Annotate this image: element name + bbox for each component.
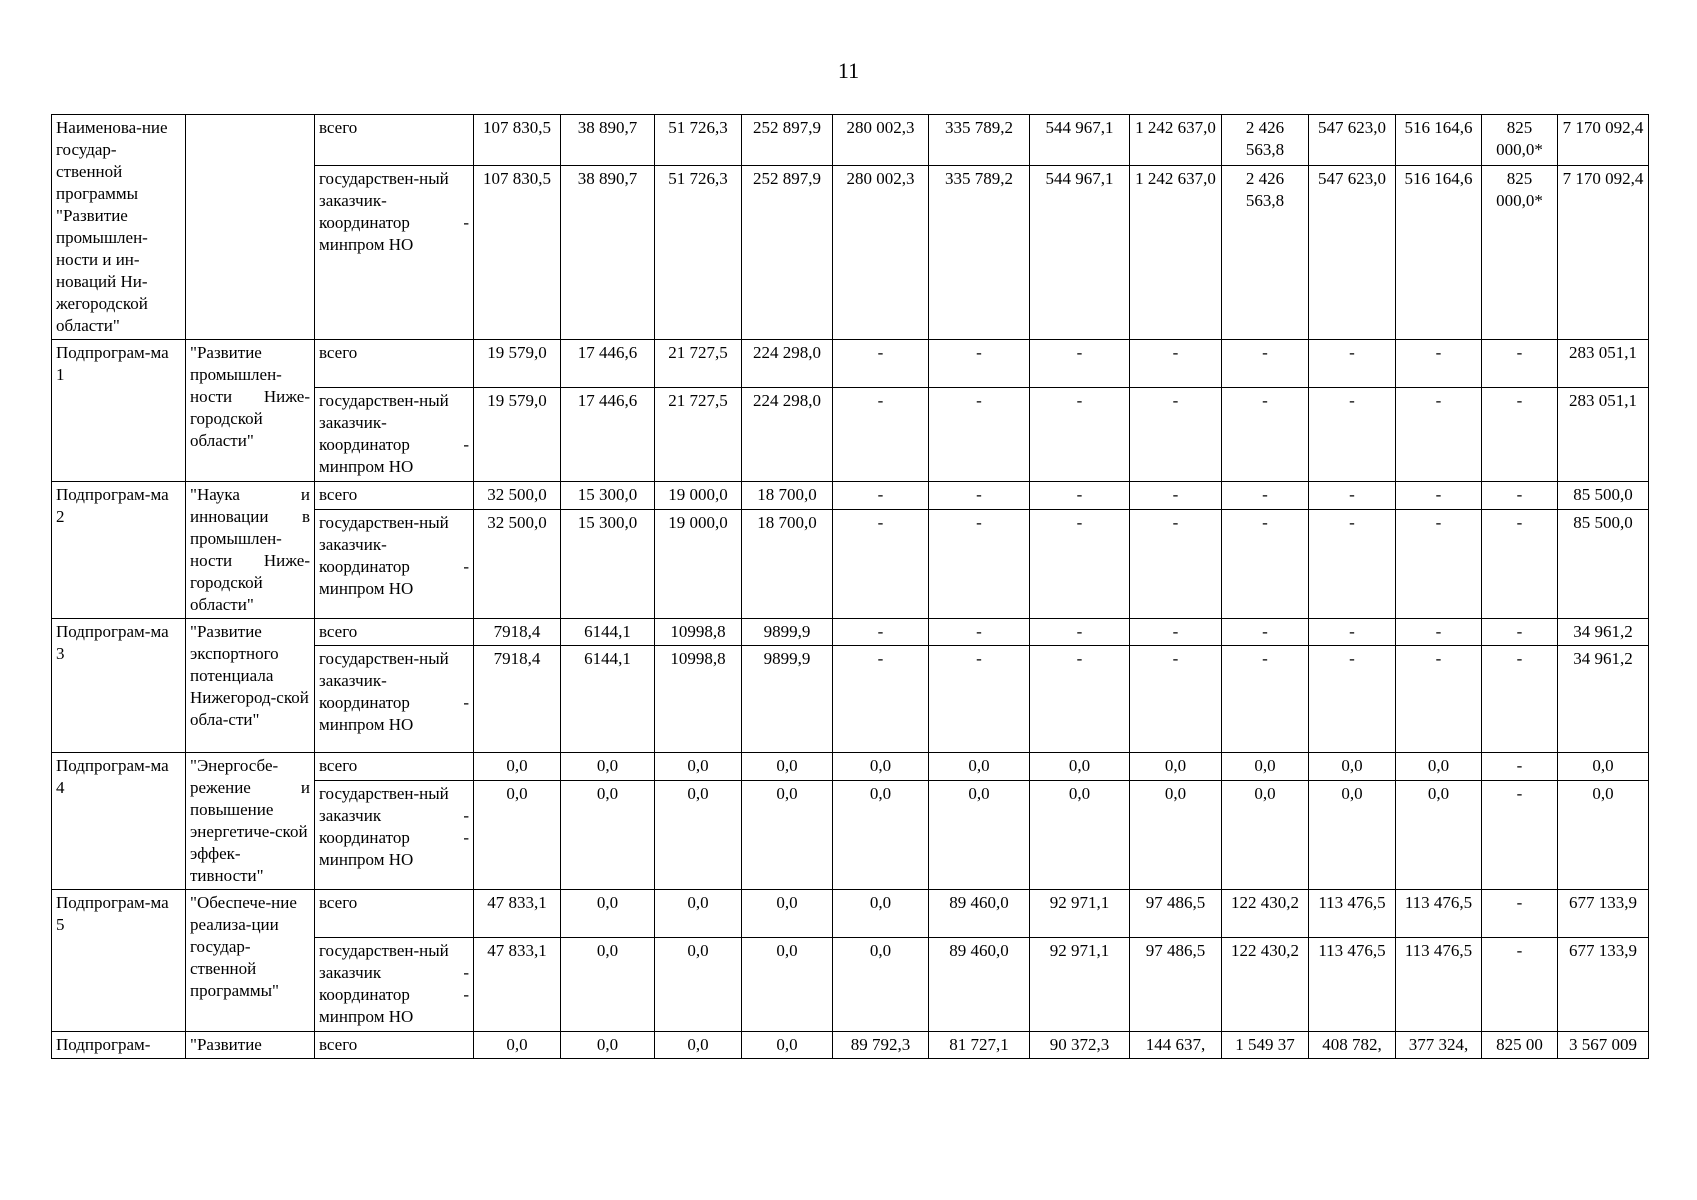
program-name-cell: Подпрограм-ма 2 bbox=[52, 482, 186, 619]
subprogram-title-cell bbox=[186, 115, 315, 340]
funding-source-cell: всего bbox=[315, 890, 474, 938]
value-cell: - bbox=[1309, 509, 1396, 618]
value-cell: 6144,1 bbox=[561, 619, 655, 646]
value-cell: 0,0 bbox=[655, 780, 742, 889]
value-cell: 97 486,5 bbox=[1130, 890, 1222, 938]
value-cell: - bbox=[1222, 388, 1309, 482]
value-cell: - bbox=[929, 509, 1030, 618]
value-cell: 32 500,0 bbox=[474, 482, 561, 510]
value-cell: 144 637, bbox=[1130, 1032, 1222, 1059]
value-cell: - bbox=[929, 619, 1030, 646]
value-cell: 10998,8 bbox=[655, 646, 742, 753]
value-cell: - bbox=[1222, 509, 1309, 618]
value-cell: 19 000,0 bbox=[655, 482, 742, 510]
value-cell: 47 833,1 bbox=[474, 938, 561, 1032]
table-body bbox=[52, 115, 1649, 1059]
value-cell: 6144,1 bbox=[561, 646, 655, 753]
value-cell: 0,0 bbox=[833, 938, 929, 1032]
value-cell: 34 961,2 bbox=[1558, 619, 1649, 646]
value-cell: - bbox=[833, 340, 929, 388]
value-cell: 0,0 bbox=[1309, 753, 1396, 781]
subprogram-title-cell: "Обеспече-ние реализа-ции государ-ственной программы" bbox=[186, 890, 315, 1032]
value-cell: 280 002,3 bbox=[833, 115, 929, 166]
value-cell: 825 000,0* bbox=[1482, 115, 1558, 166]
table-row bbox=[52, 753, 1649, 781]
value-cell: 283 051,1 bbox=[1558, 340, 1649, 388]
value-cell: 0,0 bbox=[742, 938, 833, 1032]
value-cell: 107 830,5 bbox=[474, 165, 561, 339]
value-cell: 85 500,0 bbox=[1558, 482, 1649, 510]
value-cell: 113 476,5 bbox=[1309, 890, 1396, 938]
value-cell: 825 000,0* bbox=[1482, 165, 1558, 339]
value-cell: - bbox=[1309, 646, 1396, 753]
value-cell: 34 961,2 bbox=[1558, 646, 1649, 753]
value-cell: 224 298,0 bbox=[742, 388, 833, 482]
value-cell: 0,0 bbox=[833, 753, 929, 781]
value-cell: - bbox=[1396, 482, 1482, 510]
value-cell: 0,0 bbox=[561, 780, 655, 889]
funding-source-cell: государствен-ный заказчик - координатор - минпром НО bbox=[315, 938, 474, 1032]
value-cell: - bbox=[1482, 340, 1558, 388]
funding-source-cell: государствен-ный заказчик-координатор - минпром НО bbox=[315, 509, 474, 618]
value-cell: 113 476,5 bbox=[1309, 938, 1396, 1032]
value-cell: - bbox=[1396, 388, 1482, 482]
value-cell: - bbox=[1482, 646, 1558, 753]
value-cell: 0,0 bbox=[1130, 780, 1222, 889]
value-cell: 97 486,5 bbox=[1130, 938, 1222, 1032]
value-cell: 21 727,5 bbox=[655, 388, 742, 482]
value-cell: 0,0 bbox=[655, 753, 742, 781]
value-cell: 9899,9 bbox=[742, 619, 833, 646]
value-cell: 252 897,9 bbox=[742, 165, 833, 339]
funding-source-cell: всего bbox=[315, 340, 474, 388]
value-cell: 113 476,5 bbox=[1396, 890, 1482, 938]
value-cell: 0,0 bbox=[1558, 780, 1649, 889]
value-cell: 283 051,1 bbox=[1558, 388, 1649, 482]
program-name-cell: Подпрограм-ма 5 bbox=[52, 890, 186, 1032]
value-cell: 7918,4 bbox=[474, 619, 561, 646]
value-cell: 89 460,0 bbox=[929, 890, 1030, 938]
value-cell: - bbox=[1309, 388, 1396, 482]
value-cell: - bbox=[929, 482, 1030, 510]
value-cell: 677 133,9 bbox=[1558, 938, 1649, 1032]
value-cell: 516 164,6 bbox=[1396, 115, 1482, 166]
value-cell: - bbox=[1482, 482, 1558, 510]
page-number: 11 bbox=[837, 58, 860, 83]
value-cell: 516 164,6 bbox=[1396, 165, 1482, 339]
value-cell: 0,0 bbox=[742, 1032, 833, 1059]
value-cell: 0,0 bbox=[474, 780, 561, 889]
value-cell: 85 500,0 bbox=[1558, 509, 1649, 618]
value-cell: - bbox=[1130, 340, 1222, 388]
value-cell: 0,0 bbox=[561, 890, 655, 938]
value-cell: - bbox=[1482, 890, 1558, 938]
value-cell: 3 567 009 bbox=[1558, 1032, 1649, 1059]
value-cell: 0,0 bbox=[561, 938, 655, 1032]
value-cell: 280 002,3 bbox=[833, 165, 929, 339]
funding-source-cell: всего bbox=[315, 482, 474, 510]
value-cell: 51 726,3 bbox=[655, 115, 742, 166]
value-cell: - bbox=[1130, 388, 1222, 482]
value-cell: - bbox=[1030, 482, 1130, 510]
funding-source-cell: всего bbox=[315, 619, 474, 646]
subprogram-title-cell: "Развитие экспортного потенциала Нижегород-ской обла-сти" bbox=[186, 619, 315, 753]
value-cell: 81 727,1 bbox=[929, 1032, 1030, 1059]
value-cell: 89 792,3 bbox=[833, 1032, 929, 1059]
value-cell: 19 000,0 bbox=[655, 509, 742, 618]
value-cell: 0,0 bbox=[833, 890, 929, 938]
value-cell: 15 300,0 bbox=[561, 509, 655, 618]
funding-source-cell: всего bbox=[315, 1032, 474, 1059]
value-cell: - bbox=[1482, 938, 1558, 1032]
subprogram-title-cell: "Наука и инновации в промышлен-ности Ниже-городской области" bbox=[186, 482, 315, 619]
value-cell: 19 579,0 bbox=[474, 340, 561, 388]
value-cell: 113 476,5 bbox=[1396, 938, 1482, 1032]
value-cell: 92 971,1 bbox=[1030, 890, 1130, 938]
value-cell: - bbox=[1130, 509, 1222, 618]
value-cell: 38 890,7 bbox=[561, 115, 655, 166]
value-cell: 0,0 bbox=[1030, 780, 1130, 889]
value-cell: 547 623,0 bbox=[1309, 165, 1396, 339]
subprogram-title-cell: "Развитие bbox=[186, 1032, 315, 1059]
value-cell: - bbox=[1222, 619, 1309, 646]
table-row bbox=[52, 619, 1649, 646]
value-cell: - bbox=[833, 482, 929, 510]
value-cell: 10998,8 bbox=[655, 619, 742, 646]
value-cell: 122 430,2 bbox=[1222, 938, 1309, 1032]
value-cell: 18 700,0 bbox=[742, 482, 833, 510]
value-cell: - bbox=[1030, 619, 1130, 646]
value-cell: - bbox=[1396, 646, 1482, 753]
funding-source-cell: всего bbox=[315, 753, 474, 781]
value-cell: 38 890,7 bbox=[561, 165, 655, 339]
table-row bbox=[52, 340, 1649, 388]
table-row bbox=[52, 890, 1649, 938]
value-cell: - bbox=[1309, 619, 1396, 646]
value-cell: - bbox=[1396, 340, 1482, 388]
value-cell: - bbox=[1222, 646, 1309, 753]
value-cell: 0,0 bbox=[1396, 780, 1482, 889]
value-cell: 0,0 bbox=[1222, 780, 1309, 889]
funding-source-cell: государствен-ный заказчик-координатор - минпром НО bbox=[315, 165, 474, 339]
value-cell: - bbox=[1309, 482, 1396, 510]
value-cell: - bbox=[929, 646, 1030, 753]
value-cell: 47 833,1 bbox=[474, 890, 561, 938]
value-cell: 677 133,9 bbox=[1558, 890, 1649, 938]
value-cell: 0,0 bbox=[929, 753, 1030, 781]
value-cell: 89 460,0 bbox=[929, 938, 1030, 1032]
value-cell: 0,0 bbox=[742, 753, 833, 781]
value-cell: 0,0 bbox=[833, 780, 929, 889]
value-cell: - bbox=[1482, 780, 1558, 889]
value-cell: 0,0 bbox=[1130, 753, 1222, 781]
value-cell: 7 170 092,4 bbox=[1558, 165, 1649, 339]
value-cell: 0,0 bbox=[742, 890, 833, 938]
funding-source-cell: всего bbox=[315, 115, 474, 166]
value-cell: 2 426 563,8 bbox=[1222, 165, 1309, 339]
value-cell: 17 446,6 bbox=[561, 388, 655, 482]
value-cell: - bbox=[1222, 340, 1309, 388]
value-cell: 1 242 637,0 bbox=[1130, 165, 1222, 339]
value-cell: 252 897,9 bbox=[742, 115, 833, 166]
value-cell: - bbox=[1482, 388, 1558, 482]
value-cell: 0,0 bbox=[474, 753, 561, 781]
value-cell: - bbox=[1222, 482, 1309, 510]
value-cell: - bbox=[1030, 646, 1130, 753]
value-cell: 90 372,3 bbox=[1030, 1032, 1130, 1059]
value-cell: 122 430,2 bbox=[1222, 890, 1309, 938]
program-name-cell: Подпрограм- bbox=[52, 1032, 186, 1059]
value-cell: 32 500,0 bbox=[474, 509, 561, 618]
value-cell: - bbox=[1030, 340, 1130, 388]
value-cell: - bbox=[1396, 509, 1482, 618]
value-cell: 547 623,0 bbox=[1309, 115, 1396, 166]
value-cell: 17 446,6 bbox=[561, 340, 655, 388]
value-cell: - bbox=[1482, 509, 1558, 618]
value-cell: 92 971,1 bbox=[1030, 938, 1130, 1032]
value-cell: 15 300,0 bbox=[561, 482, 655, 510]
value-cell: 0,0 bbox=[655, 938, 742, 1032]
value-cell: 0,0 bbox=[1309, 780, 1396, 889]
value-cell: 544 967,1 bbox=[1030, 115, 1130, 166]
value-cell: 825 00 bbox=[1482, 1032, 1558, 1059]
value-cell: - bbox=[833, 509, 929, 618]
value-cell: 544 967,1 bbox=[1030, 165, 1130, 339]
budget-table bbox=[51, 114, 1649, 1059]
value-cell: 0,0 bbox=[655, 890, 742, 938]
value-cell: - bbox=[1030, 509, 1130, 618]
value-cell: 0,0 bbox=[474, 1032, 561, 1059]
value-cell: - bbox=[1130, 646, 1222, 753]
value-cell: 1 242 637,0 bbox=[1130, 115, 1222, 166]
value-cell: - bbox=[1309, 340, 1396, 388]
value-cell: 335 789,2 bbox=[929, 165, 1030, 339]
value-cell: 18 700,0 bbox=[742, 509, 833, 618]
value-cell: - bbox=[1396, 619, 1482, 646]
value-cell: 0,0 bbox=[561, 1032, 655, 1059]
program-name-cell: Подпрограм-ма 3 bbox=[52, 619, 186, 753]
value-cell: 0,0 bbox=[1558, 753, 1649, 781]
value-cell: 0,0 bbox=[1396, 753, 1482, 781]
value-cell: 51 726,3 bbox=[655, 165, 742, 339]
value-cell: 9899,9 bbox=[742, 646, 833, 753]
funding-source-cell: государствен-ный заказчик - координатор - минпром НО bbox=[315, 780, 474, 889]
subprogram-title-cell: "Развитие промышлен-ности Ниже-городской области" bbox=[186, 340, 315, 482]
value-cell: - bbox=[1130, 482, 1222, 510]
program-name-cell: Подпрограм-ма 4 bbox=[52, 753, 186, 890]
value-cell: 107 830,5 bbox=[474, 115, 561, 166]
value-cell: 7 170 092,4 bbox=[1558, 115, 1649, 166]
value-cell: - bbox=[1482, 753, 1558, 781]
value-cell: - bbox=[1130, 619, 1222, 646]
value-cell: - bbox=[929, 388, 1030, 482]
table-row bbox=[52, 115, 1649, 166]
table-row bbox=[52, 482, 1649, 510]
funding-source-cell: государствен-ный заказчик-координатор - минпром НО bbox=[315, 646, 474, 753]
value-cell: - bbox=[929, 340, 1030, 388]
value-cell: 0,0 bbox=[561, 753, 655, 781]
subprogram-title-cell: "Энергосбе-режение и повышение энергетиче-ской эффек-тивности" bbox=[186, 753, 315, 890]
value-cell: - bbox=[833, 619, 929, 646]
value-cell: 0,0 bbox=[929, 780, 1030, 889]
value-cell: 19 579,0 bbox=[474, 388, 561, 482]
program-name-cell: Наименова-ние государ-ственной программы "Развитие промышлен-ности и ин-новаций Ни-жегородской области" bbox=[52, 115, 186, 340]
value-cell: 2 426 563,8 bbox=[1222, 115, 1309, 166]
value-cell: 335 789,2 bbox=[929, 115, 1030, 166]
value-cell: 0,0 bbox=[742, 780, 833, 889]
value-cell: - bbox=[833, 388, 929, 482]
value-cell: 0,0 bbox=[1030, 753, 1130, 781]
value-cell: 21 727,5 bbox=[655, 340, 742, 388]
value-cell: 7918,4 bbox=[474, 646, 561, 753]
value-cell: 377 324, bbox=[1396, 1032, 1482, 1059]
value-cell: - bbox=[833, 646, 929, 753]
funding-source-cell: государствен-ный заказчик-координатор - минпром НО bbox=[315, 388, 474, 482]
value-cell: 408 782, bbox=[1309, 1032, 1396, 1059]
value-cell: 1 549 37 bbox=[1222, 1032, 1309, 1059]
program-name-cell: Подпрограм-ма 1 bbox=[52, 340, 186, 482]
value-cell: - bbox=[1030, 388, 1130, 482]
value-cell: 0,0 bbox=[1222, 753, 1309, 781]
value-cell: 0,0 bbox=[655, 1032, 742, 1059]
value-cell: 224 298,0 bbox=[742, 340, 833, 388]
value-cell: - bbox=[1482, 619, 1558, 646]
table-row bbox=[52, 1032, 1649, 1059]
